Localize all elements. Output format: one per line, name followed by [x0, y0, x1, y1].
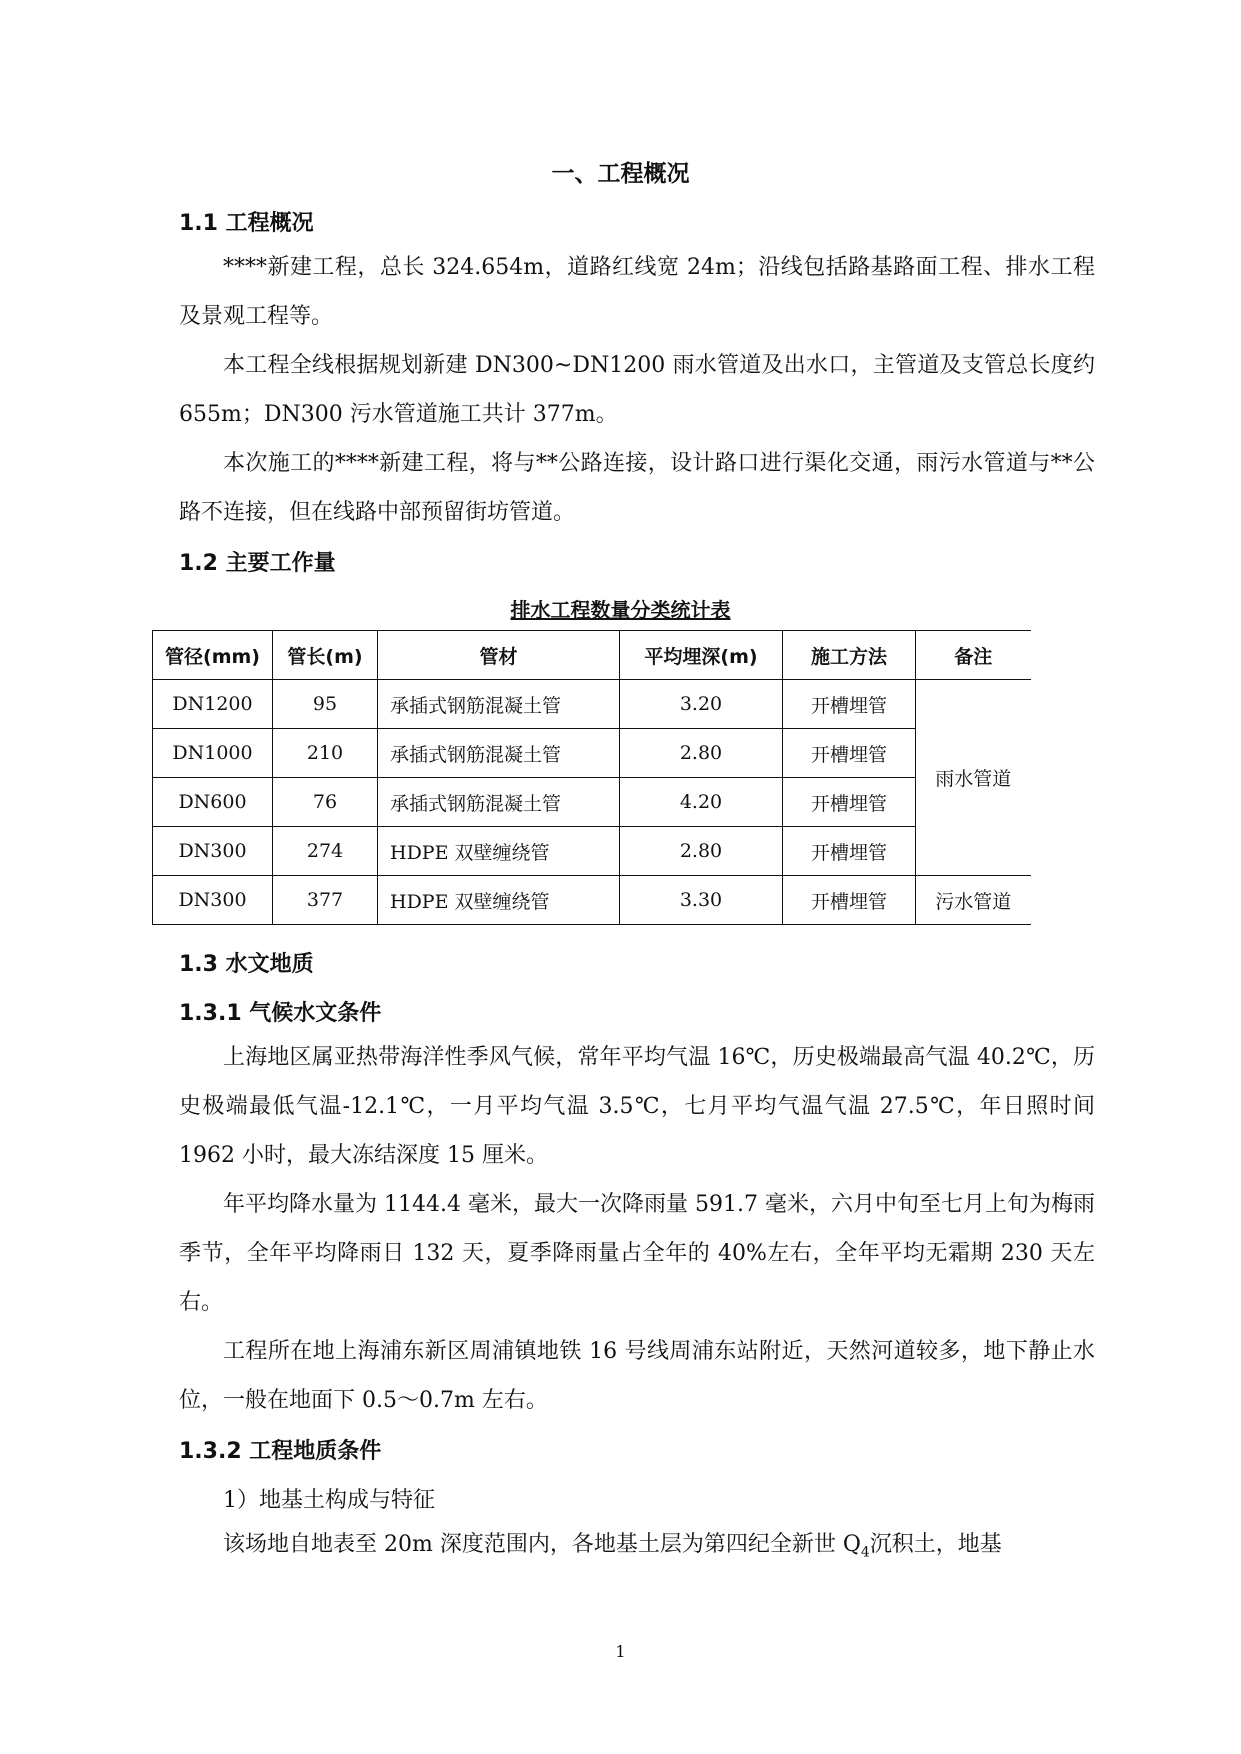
section-heading-1-1: 1.1 工程概况	[179, 211, 314, 236]
cell-diameter: DN600	[153, 778, 273, 827]
subscript: 4	[860, 1544, 870, 1561]
cell-length: 377	[273, 876, 378, 925]
cell-method: 开槽埋管	[783, 876, 916, 925]
header-method: 施工方法	[783, 631, 916, 680]
cell-material: HDPE 双壁缠绕管	[378, 827, 620, 876]
cell-material: 承插式钢筋混凝土管	[378, 778, 620, 827]
paragraph: 工程所在地上海浦东新区周浦镇地铁 16 号线周浦东站附近，天然河道较多，地下静止水位，一般在地面下 0.5～0.7m 左右。	[179, 1339, 1095, 1413]
table-row	[153, 876, 1031, 925]
drainage-quantity-table	[152, 630, 1031, 925]
cell-diameter: DN300	[153, 876, 273, 925]
header-diameter: 管径(mm)	[153, 631, 273, 680]
table-row	[153, 778, 1031, 827]
table-caption: 排水工程数量分类统计表	[510, 598, 731, 622]
cell-length: 95	[273, 680, 378, 729]
page-number: 1	[615, 1642, 626, 1661]
cell-depth: 3.30	[620, 876, 783, 925]
cell-length: 274	[273, 827, 378, 876]
cell-length: 210	[273, 729, 378, 778]
paragraph: 本工程全线根据规划新建 DN300~DN1200 雨水管道及出水口，主管道及支管总长度约 655m；DN300 污水管道施工共计 377m。	[179, 353, 1095, 427]
cell-diameter: DN1200	[153, 680, 273, 729]
cell-material: 承插式钢筋混凝土管	[378, 680, 620, 729]
cell-method: 开槽埋管	[783, 778, 916, 827]
cell-method: 开槽埋管	[783, 827, 916, 876]
list-item: 1）地基土构成与特征	[223, 1488, 435, 1513]
cell-method: 开槽埋管	[783, 680, 916, 729]
cell-depth: 2.80	[620, 729, 783, 778]
paragraph-text: 沉积土，地基	[869, 1532, 1002, 1557]
cell-depth: 3.20	[620, 680, 783, 729]
cell-diameter: DN300	[153, 827, 273, 876]
cell-remark-sewage: 污水管道	[916, 876, 1031, 925]
paragraph	[179, 1520, 1095, 1577]
cell-depth: 2.80	[620, 827, 783, 876]
section-heading-1-3-1: 1.3.1 气候水文条件	[179, 1001, 382, 1026]
table-header-row	[153, 631, 1031, 680]
header-length: 管长(m)	[273, 631, 378, 680]
cell-depth: 4.20	[620, 778, 783, 827]
cell-remark-rain: 雨水管道	[916, 680, 1031, 876]
section-heading-1-3: 1.3 水文地质	[179, 952, 314, 977]
table-row	[153, 729, 1031, 778]
cell-length: 76	[273, 778, 378, 827]
section-heading-1-2: 1.2 主要工作量	[179, 551, 336, 576]
section-heading-1-3-2: 1.3.2 工程地质条件	[179, 1439, 382, 1464]
paragraph: 本次施工的****新建工程，将与**公路连接，设计路口进行渠化交通，雨污水管道与**公路不连接，但在线路中部预留街坊管道。	[179, 451, 1095, 525]
cell-method: 开槽埋管	[783, 729, 916, 778]
header-material: 管材	[378, 631, 620, 680]
table-row	[153, 680, 1031, 729]
chapter-title: 一、工程概况	[551, 161, 690, 187]
paragraph: 上海地区属亚热带海洋性季风气候，常年平均气温 16℃，历史极端最高气温 40.2℃，历史极端最低气温-12.1℃，一月平均气温 3.5℃，七月平均气温气温 27.5℃，年日照时间 1962 小时，最大冻结深度 15 厘米。	[179, 1045, 1095, 1168]
table-row	[153, 827, 1031, 876]
cell-material: HDPE 双壁缠绕管	[378, 876, 620, 925]
cell-material: 承插式钢筋混凝土管	[378, 729, 620, 778]
paragraph: ****新建工程，总长 324.654m，道路红线宽 24m；沿线包括路基路面工程、排水工程及景观工程等。	[179, 255, 1095, 329]
paragraph-text: 该场地自地表至 20m 深度范围内，各地基土层为第四纪全新世 Q	[223, 1532, 861, 1557]
cell-diameter: DN1000	[153, 729, 273, 778]
paragraph: 年平均降水量为 1144.4 毫米，最大一次降雨量 591.7 毫米，六月中旬至七月上旬为梅雨季节，全年平均降雨日 132 天，夏季降雨量占全年的 40%左右，全年平均无霜期 230 天左右。	[179, 1192, 1095, 1315]
header-depth: 平均埋深(m)	[620, 631, 783, 680]
header-remark: 备注	[916, 631, 1031, 680]
